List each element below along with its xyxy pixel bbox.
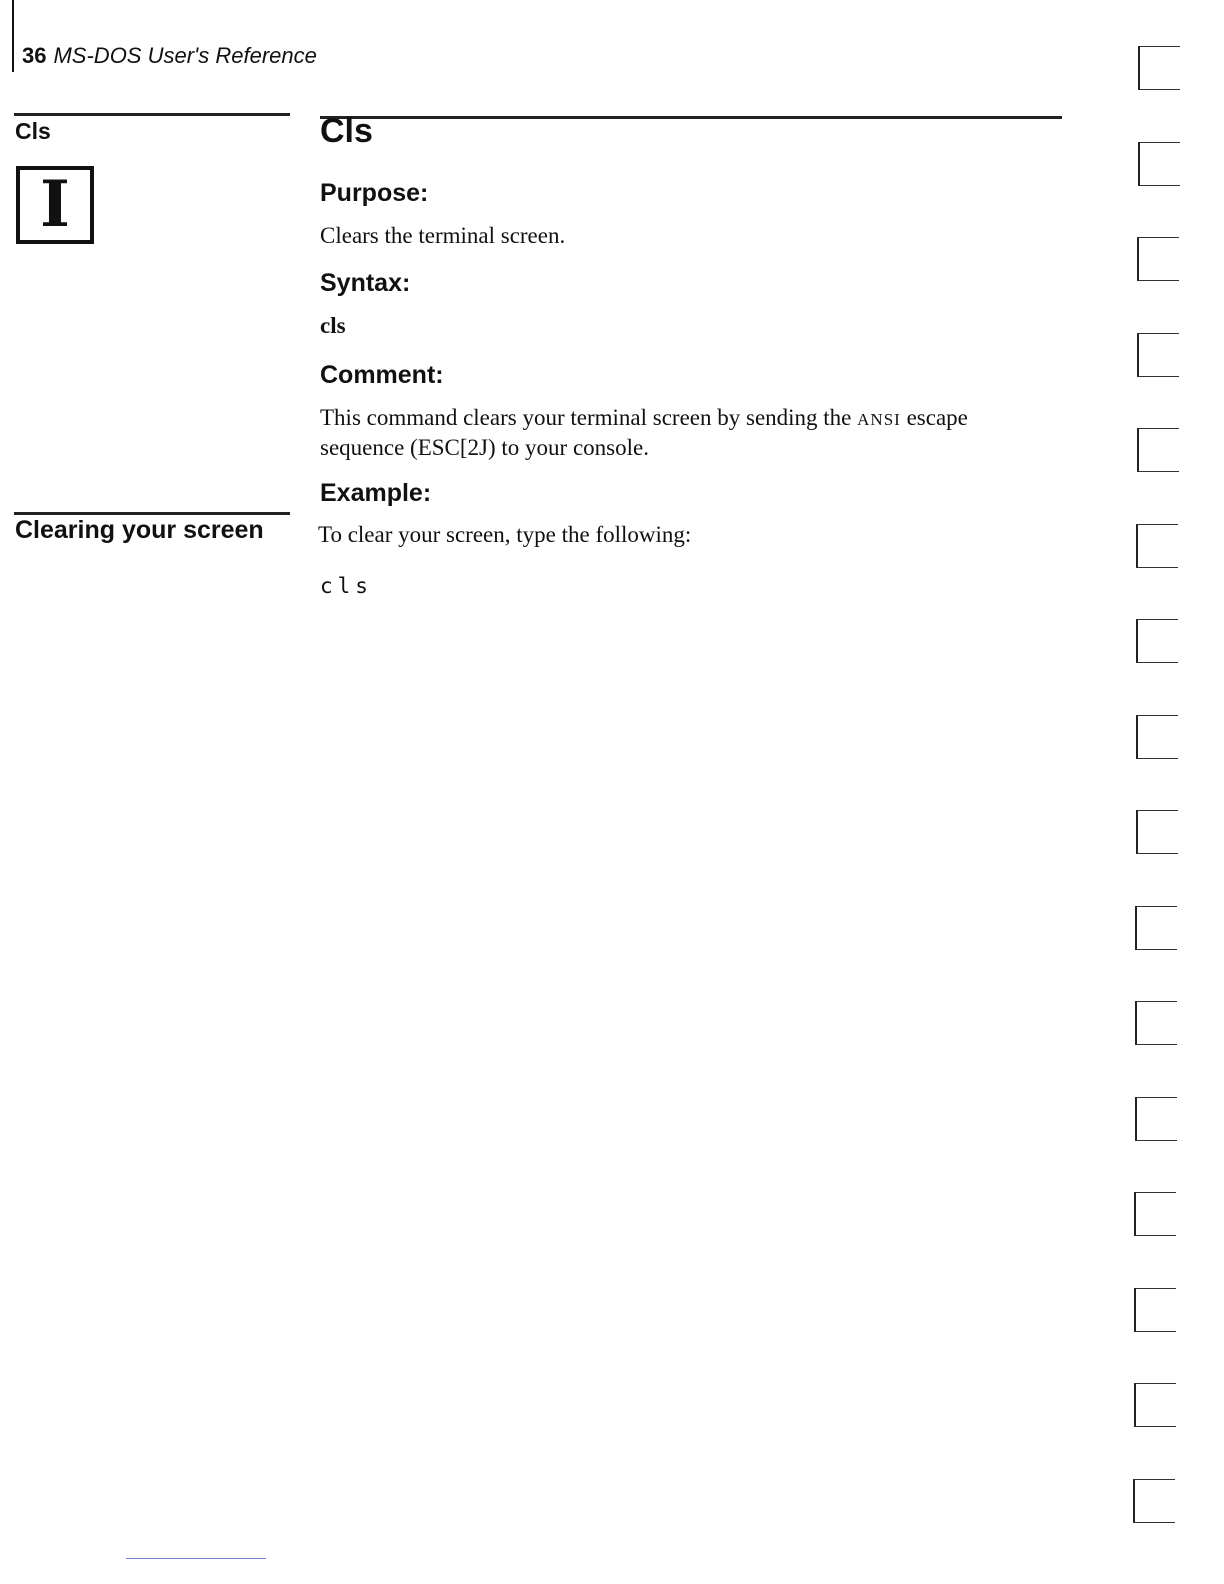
purpose-heading: Purpose: [320,179,429,207]
internal-command-badge-icon: I [16,166,94,244]
page-number: 36 [22,43,47,68]
thumb-tab-mark [1135,1001,1177,1045]
thumb-tab-mark [1134,1288,1176,1332]
thumb-tab-mark [1136,715,1178,759]
margin-command-label: Cls [15,118,51,144]
comment-heading: Comment: [320,361,444,389]
running-header [22,43,317,69]
thumb-tab-mark [1134,1383,1176,1427]
thumb-tab-mark [1136,810,1178,854]
thumb-tab-mark [1137,237,1179,281]
comment-ansi: ANSI [857,410,901,429]
thumb-tab-mark [1134,1192,1176,1236]
header-rule [12,0,14,72]
example-text: To clear your screen, type the following: [318,522,692,547]
thumb-tab-mark [1136,524,1178,568]
syntax-heading: Syntax: [320,269,411,297]
thumb-tab-mark [1137,333,1179,377]
comment-text-before: This command clears your terminal screen by sending the [320,405,858,430]
margin-rule-top [14,113,290,116]
thumb-tab-mark [1137,428,1179,472]
margin-rule-topic [14,512,290,515]
thumb-tab-mark [1138,142,1180,186]
thumb-tab-mark [1135,1097,1177,1141]
example-code: cls [320,574,373,598]
command-title: Cls [320,112,373,150]
comment-text [320,404,1040,462]
comment-text-after: escape sequence (ESC[2J) to your console. [320,405,968,460]
bottom-mark [126,1558,266,1559]
thumb-tab-mark [1138,46,1180,90]
purpose-text: Clears the terminal screen. [320,223,566,248]
thumb-tab-mark [1136,619,1178,663]
book-title: MS-DOS User's Reference [53,43,317,68]
margin-topic-label: Clearing your screen [15,516,264,544]
entry-rule [320,116,1062,119]
syntax-text: cls [320,313,346,338]
example-heading: Example: [320,479,432,507]
thumb-tab-mark [1135,906,1177,950]
thumb-tab-mark [1133,1479,1175,1523]
